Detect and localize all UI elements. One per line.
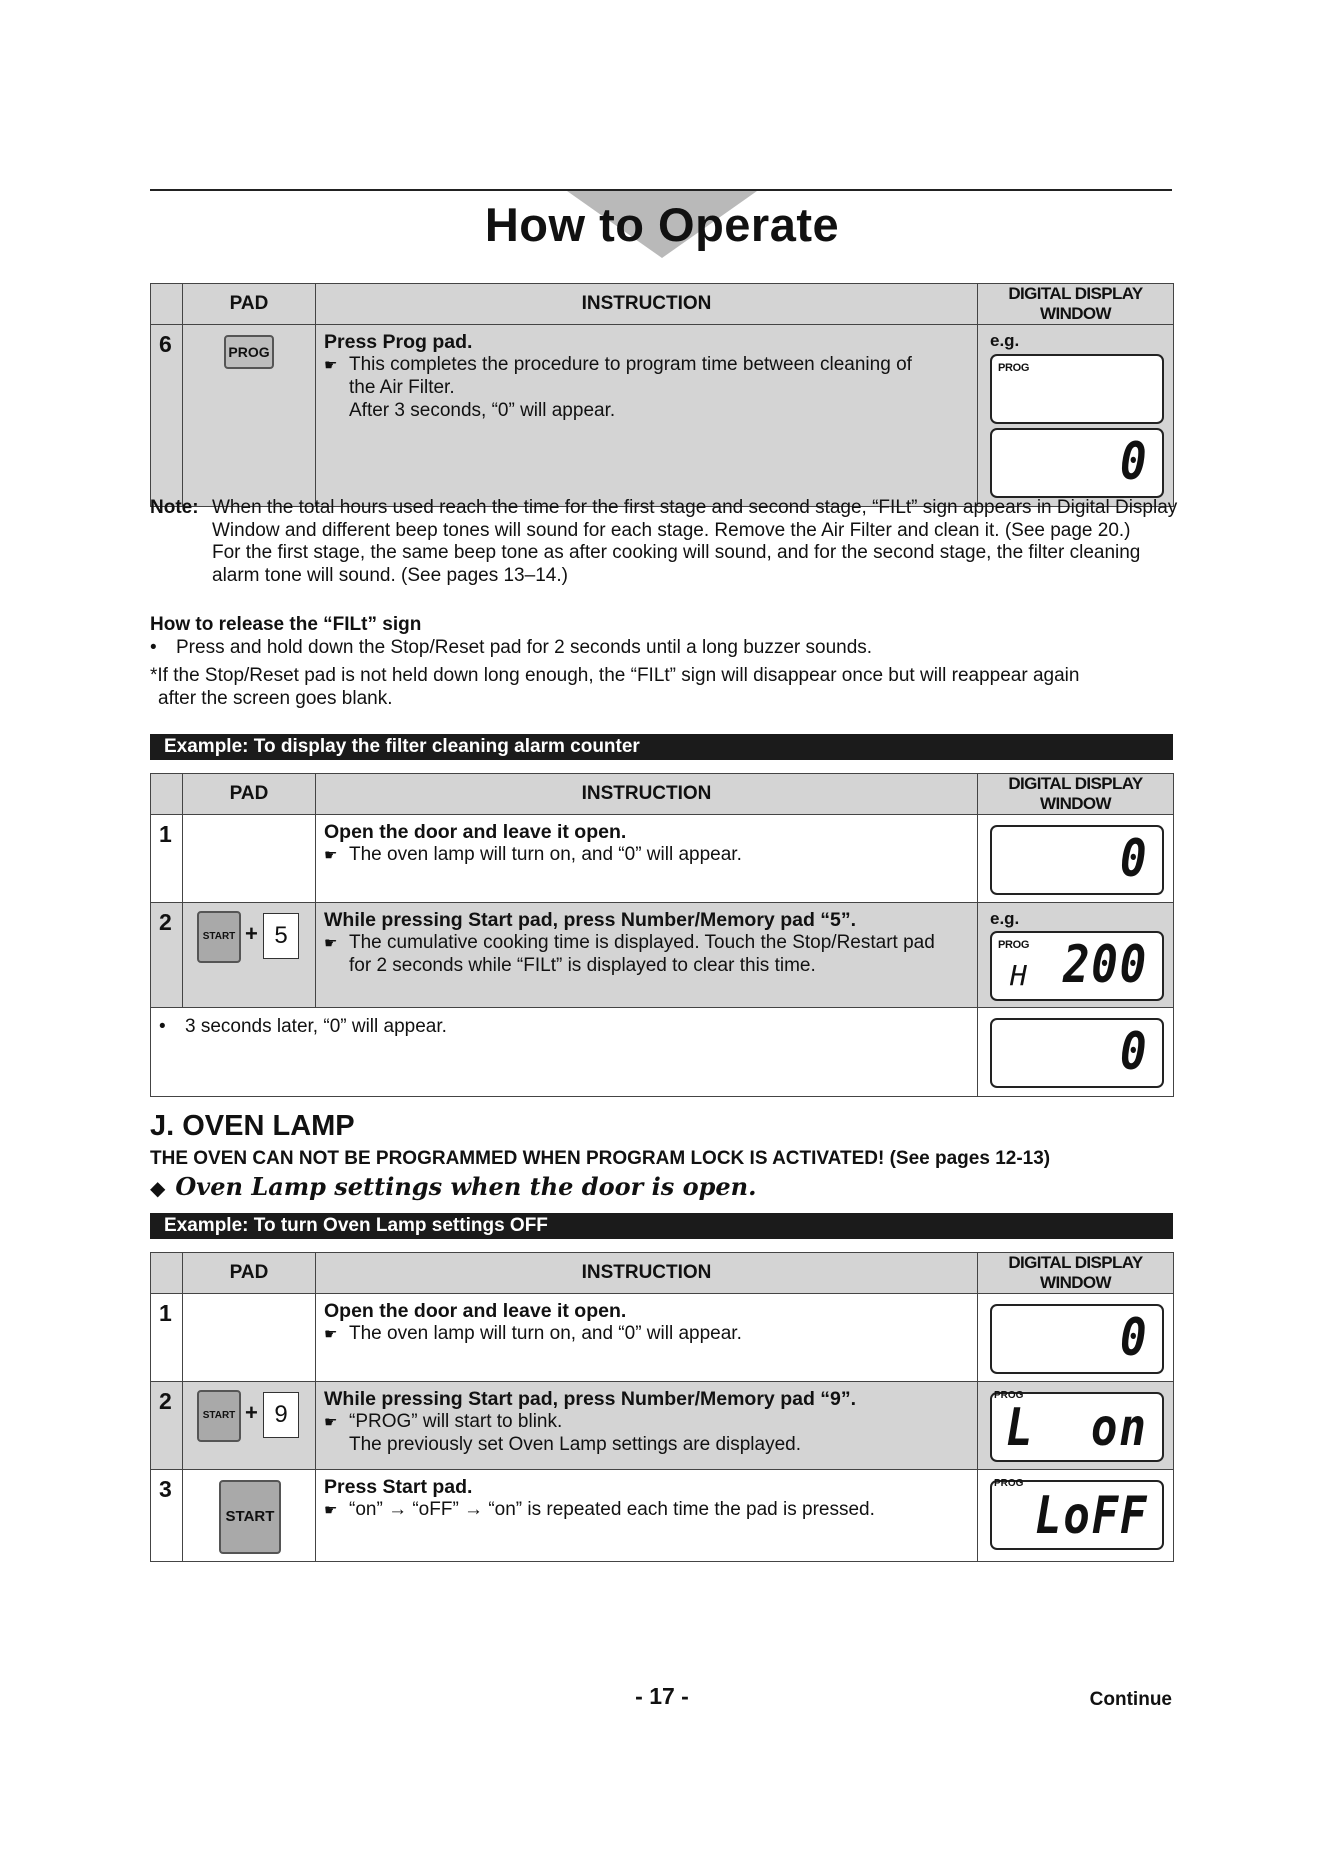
note-label: Note: (150, 497, 199, 518)
header-instruction: INSTRUCTION (316, 1253, 978, 1294)
note-block (150, 497, 1180, 587)
plus-sign: + (245, 921, 258, 946)
header-pad: PAD (183, 1253, 316, 1294)
pointing-hand-icon: ☛ (324, 934, 338, 952)
instruction-line: ☛ The oven lamp will turn on, and “0” will appear. (324, 844, 969, 868)
display-cell (978, 815, 1174, 903)
pointing-hand-icon: ☛ (324, 356, 338, 374)
lcd-value: LoFF (1034, 1486, 1148, 1546)
pad-cell (183, 1470, 316, 1562)
release-heading: How to release the “FILt” sign (150, 614, 422, 635)
lcd-display (990, 825, 1164, 895)
page-title: How to Operate (484, 198, 840, 251)
example-bar: Example: To turn Oven Lamp settings OFF (150, 1213, 1173, 1239)
step-number: 6 (151, 325, 183, 507)
eg-label: e.g. (990, 331, 1020, 350)
step-number: 1 (151, 815, 183, 903)
lcd-value: 200 (1063, 935, 1148, 995)
pad-cell (183, 325, 316, 507)
display-cell (978, 1382, 1174, 1470)
step-number: 3 (151, 1470, 183, 1562)
step-number: 1 (151, 1294, 183, 1382)
step6-table (150, 283, 1174, 507)
instruction-line: ☛ The oven lamp will turn on, and “0” will appear. (324, 1323, 969, 1347)
instruction-line: the Air Filter. (349, 377, 455, 398)
instruction-line: ☛ This completes the procedure to program time between cleaning of (324, 354, 969, 378)
pointing-hand-icon: ☛ (324, 1413, 338, 1431)
pad-cell (183, 1294, 316, 1382)
section-subtitle: ◆ Oven Lamp settings when the door is open. (150, 1172, 757, 1201)
number-9-pad: 9 (263, 1392, 299, 1438)
lcd-display (990, 428, 1164, 498)
lcd-display (990, 1304, 1164, 1374)
page-number: - 17 - (635, 1683, 689, 1709)
section-heading: J. OVEN LAMP (150, 1110, 355, 1142)
pointing-hand-icon: ☛ (324, 1325, 338, 1343)
instruction-bold: Open the door and leave it open. (324, 1300, 627, 1322)
header-display: DIGITAL DISPLAY WINDOW (978, 1253, 1174, 1294)
instruction-bold: While pressing Start pad, press Number/Memory pad “9”. (324, 1388, 857, 1410)
instruction-cell (316, 1294, 978, 1382)
header-pad: PAD (183, 774, 316, 815)
instruction-line: After 3 seconds, “0” will appear. (349, 399, 616, 421)
note-paragraph: For the first stage, the same beep tone as after cooking will sound, and for the second stage, the filter cleaning alarm tone will sound. (See pages 13–14.) (212, 542, 1141, 586)
instruction-cell (316, 903, 978, 1008)
instruction-cell (316, 1470, 978, 1562)
header-pad: PAD (183, 284, 316, 325)
header-instruction: INSTRUCTION (316, 284, 978, 325)
example-bar: Example: To display the filter cleaning alarm counter (150, 734, 1173, 760)
instruction-bold: Press Start pad. (324, 1476, 473, 1498)
step-number: 2 (151, 903, 183, 1008)
followup-cell: • 3 seconds later, “0” will appear. (151, 1008, 978, 1097)
lcd-display (990, 1018, 1164, 1088)
step-number: 2 (151, 1382, 183, 1470)
display-cell (978, 1470, 1174, 1562)
instruction-bold: Open the door and leave it open. (324, 821, 627, 843)
pointing-hand-icon: ☛ (324, 1501, 338, 1519)
lcd-prog-blinking-indicator: PROG (994, 1390, 1024, 1401)
header-blank (151, 774, 183, 815)
lcd-prog-blinking-indicator: PROG (994, 1478, 1024, 1489)
instruction-bold: Press Prog pad. (324, 331, 473, 353)
lcd-value: 0 (1119, 1022, 1148, 1082)
display-cell (978, 1008, 1174, 1097)
pad-cell (183, 903, 316, 1008)
diamond-icon: ◆ (150, 1176, 166, 1200)
continue-label: Continue (1089, 1689, 1172, 1710)
example2-table (150, 1252, 1174, 1562)
pad-cell (183, 1382, 316, 1470)
start-pad-button: START (197, 911, 241, 963)
start-pad-button: START (219, 1480, 281, 1554)
display-cell (978, 903, 1174, 1008)
lcd-prog-indicator: PROG (998, 362, 1030, 374)
lcd-display (990, 1392, 1164, 1462)
plus-sign: + (245, 1400, 258, 1425)
pointing-hand-icon: ☛ (324, 846, 338, 864)
lcd-display (990, 931, 1164, 1001)
followup-text: 3 seconds later, “0” will appear. (185, 1016, 447, 1037)
instruction-bold: While pressing Start pad, press Number/Memory pad “5”. (324, 909, 857, 931)
header-blank (151, 284, 183, 325)
instruction-line: ☛ “PROG” will start to blink. (324, 1411, 969, 1435)
header-display: DIGITAL DISPLAY WINDOW (978, 284, 1174, 325)
display-cell (978, 325, 1174, 507)
lcd-h-indicator: H (1010, 959, 1027, 992)
release-footnote: after the screen goes blank. (158, 688, 393, 709)
lcd-display (990, 1480, 1164, 1550)
display-cell (978, 1294, 1174, 1382)
instruction-line: ☛ The cumulative cooking time is displayed. Touch the Stop/Restart pad (324, 932, 969, 956)
release-bullet: • Press and hold down the Stop/Reset pad for 2 seconds until a long buzzer sounds. (150, 637, 873, 658)
pad-cell (183, 815, 316, 903)
lcd-display (990, 354, 1164, 424)
lcd-value: 0 (1119, 432, 1148, 492)
lcd-value: 0 (1119, 829, 1148, 889)
prog-pad-button: PROG (224, 335, 274, 369)
header-instruction: INSTRUCTION (316, 774, 978, 815)
instruction-line: The previously set Oven Lamp settings are displayed. (349, 1434, 802, 1455)
lcd-value: 0 (1119, 1308, 1148, 1368)
note-paragraph: When the total hours used reach the time for the first stage and second stage, “FILt” sign appears in Digital Display Window and different beep tones will sound for each stage. Remove the Air Filter and clean it. (See page 20.) (212, 497, 1178, 541)
number-5-pad: 5 (263, 913, 299, 959)
instruction-line: ☛ “on” → “oFF” → “on” is repeated each time the pad is pressed. (324, 1499, 969, 1523)
eg-label: e.g. (990, 909, 1020, 928)
header-blank (151, 1253, 183, 1294)
lcd-value: L on (1006, 1398, 1148, 1458)
instruction-cell (316, 325, 978, 507)
example1-table (150, 773, 1174, 1097)
release-footnote: *If the Stop/Reset pad is not held down long enough, the “FILt” sign will disappear once but will reappear again (150, 665, 1080, 686)
instruction-cell (316, 1382, 978, 1470)
instruction-line: for 2 seconds while “FILt” is displayed to clear this time. (349, 955, 816, 976)
lcd-prog-indicator: PROG (998, 939, 1030, 951)
start-pad-button: START (197, 1390, 241, 1442)
program-lock-warning: THE OVEN CAN NOT BE PROGRAMMED WHEN PROGRAM LOCK IS ACTIVATED! (See pages 12-13) (150, 1148, 1051, 1169)
header-display: DIGITAL DISPLAY WINDOW (978, 774, 1174, 815)
instruction-cell (316, 815, 978, 903)
